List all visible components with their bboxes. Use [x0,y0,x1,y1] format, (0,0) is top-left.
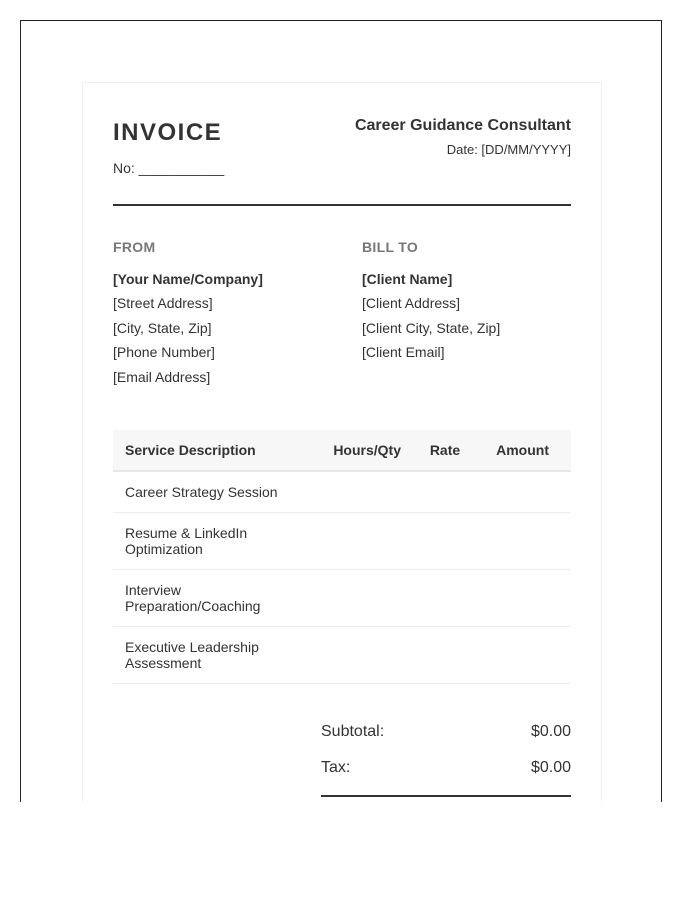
header-divider [113,204,571,206]
from-heading: FROM [113,239,156,255]
amount-cell [475,626,571,683]
subtotal-label: Subtotal: [321,723,385,740]
table-row [113,626,571,683]
rate-cell [415,512,475,569]
from-name: [Your Name/Company] [113,271,263,287]
rate-cell [415,569,475,626]
amount-cell [475,569,571,626]
tax-row [321,755,571,791]
document-frame [20,20,662,802]
from-section [113,239,333,393]
table-row [113,569,571,626]
invoice-date: Date: [DD/MM/YYYY] [446,142,571,157]
subtotal-row [321,719,571,755]
table-header-row [113,430,571,471]
table-row [113,512,571,569]
company-name: Career Guidance Consultant [354,117,571,134]
invoice-number: No: ___________ [113,160,225,176]
client-email: [Client Email] [362,344,445,361]
from-city: [City, State, Zip] [113,319,212,336]
hours-qty-cell [305,512,415,569]
service-description: Career Strategy Session [113,471,305,512]
hours-qty-cell [305,569,415,626]
subtotal-value: $0.00 [530,723,571,740]
bill-to-heading: BILL TO [362,239,419,255]
header-amount: Amount [475,430,571,471]
header-rate: Rate [415,430,475,471]
service-description: Interview Preparation/Coaching [113,569,305,626]
amount-cell [475,471,571,512]
tax-value: $0.00 [530,759,571,776]
totals-divider [321,795,571,797]
tax-label: Tax: [321,759,351,776]
service-description: Executive Leadership Assessment [113,626,305,683]
invoice-title: INVOICE [113,119,223,146]
from-street: [Street Address] [113,295,213,312]
rate-cell [415,626,475,683]
client-address: [Client Address] [362,295,461,312]
totals-section [321,719,571,791]
invoice-page [82,82,602,802]
client-city: [Client City, State, Zip] [362,319,501,336]
header-service-description: Service Description [113,430,305,471]
from-phone: [Phone Number] [113,344,215,361]
services-table [113,430,571,684]
client-name: [Client Name] [362,271,453,287]
hours-qty-cell [305,471,415,512]
header-hours-qty: Hours/Qty [305,430,415,471]
rate-cell [415,471,475,512]
from-email: [Email Address] [113,368,211,385]
hours-qty-cell [305,626,415,683]
amount-cell [475,512,571,569]
table-row [113,471,571,512]
bill-to-section [362,239,582,369]
service-description: Resume & LinkedIn Optimization [113,512,305,569]
